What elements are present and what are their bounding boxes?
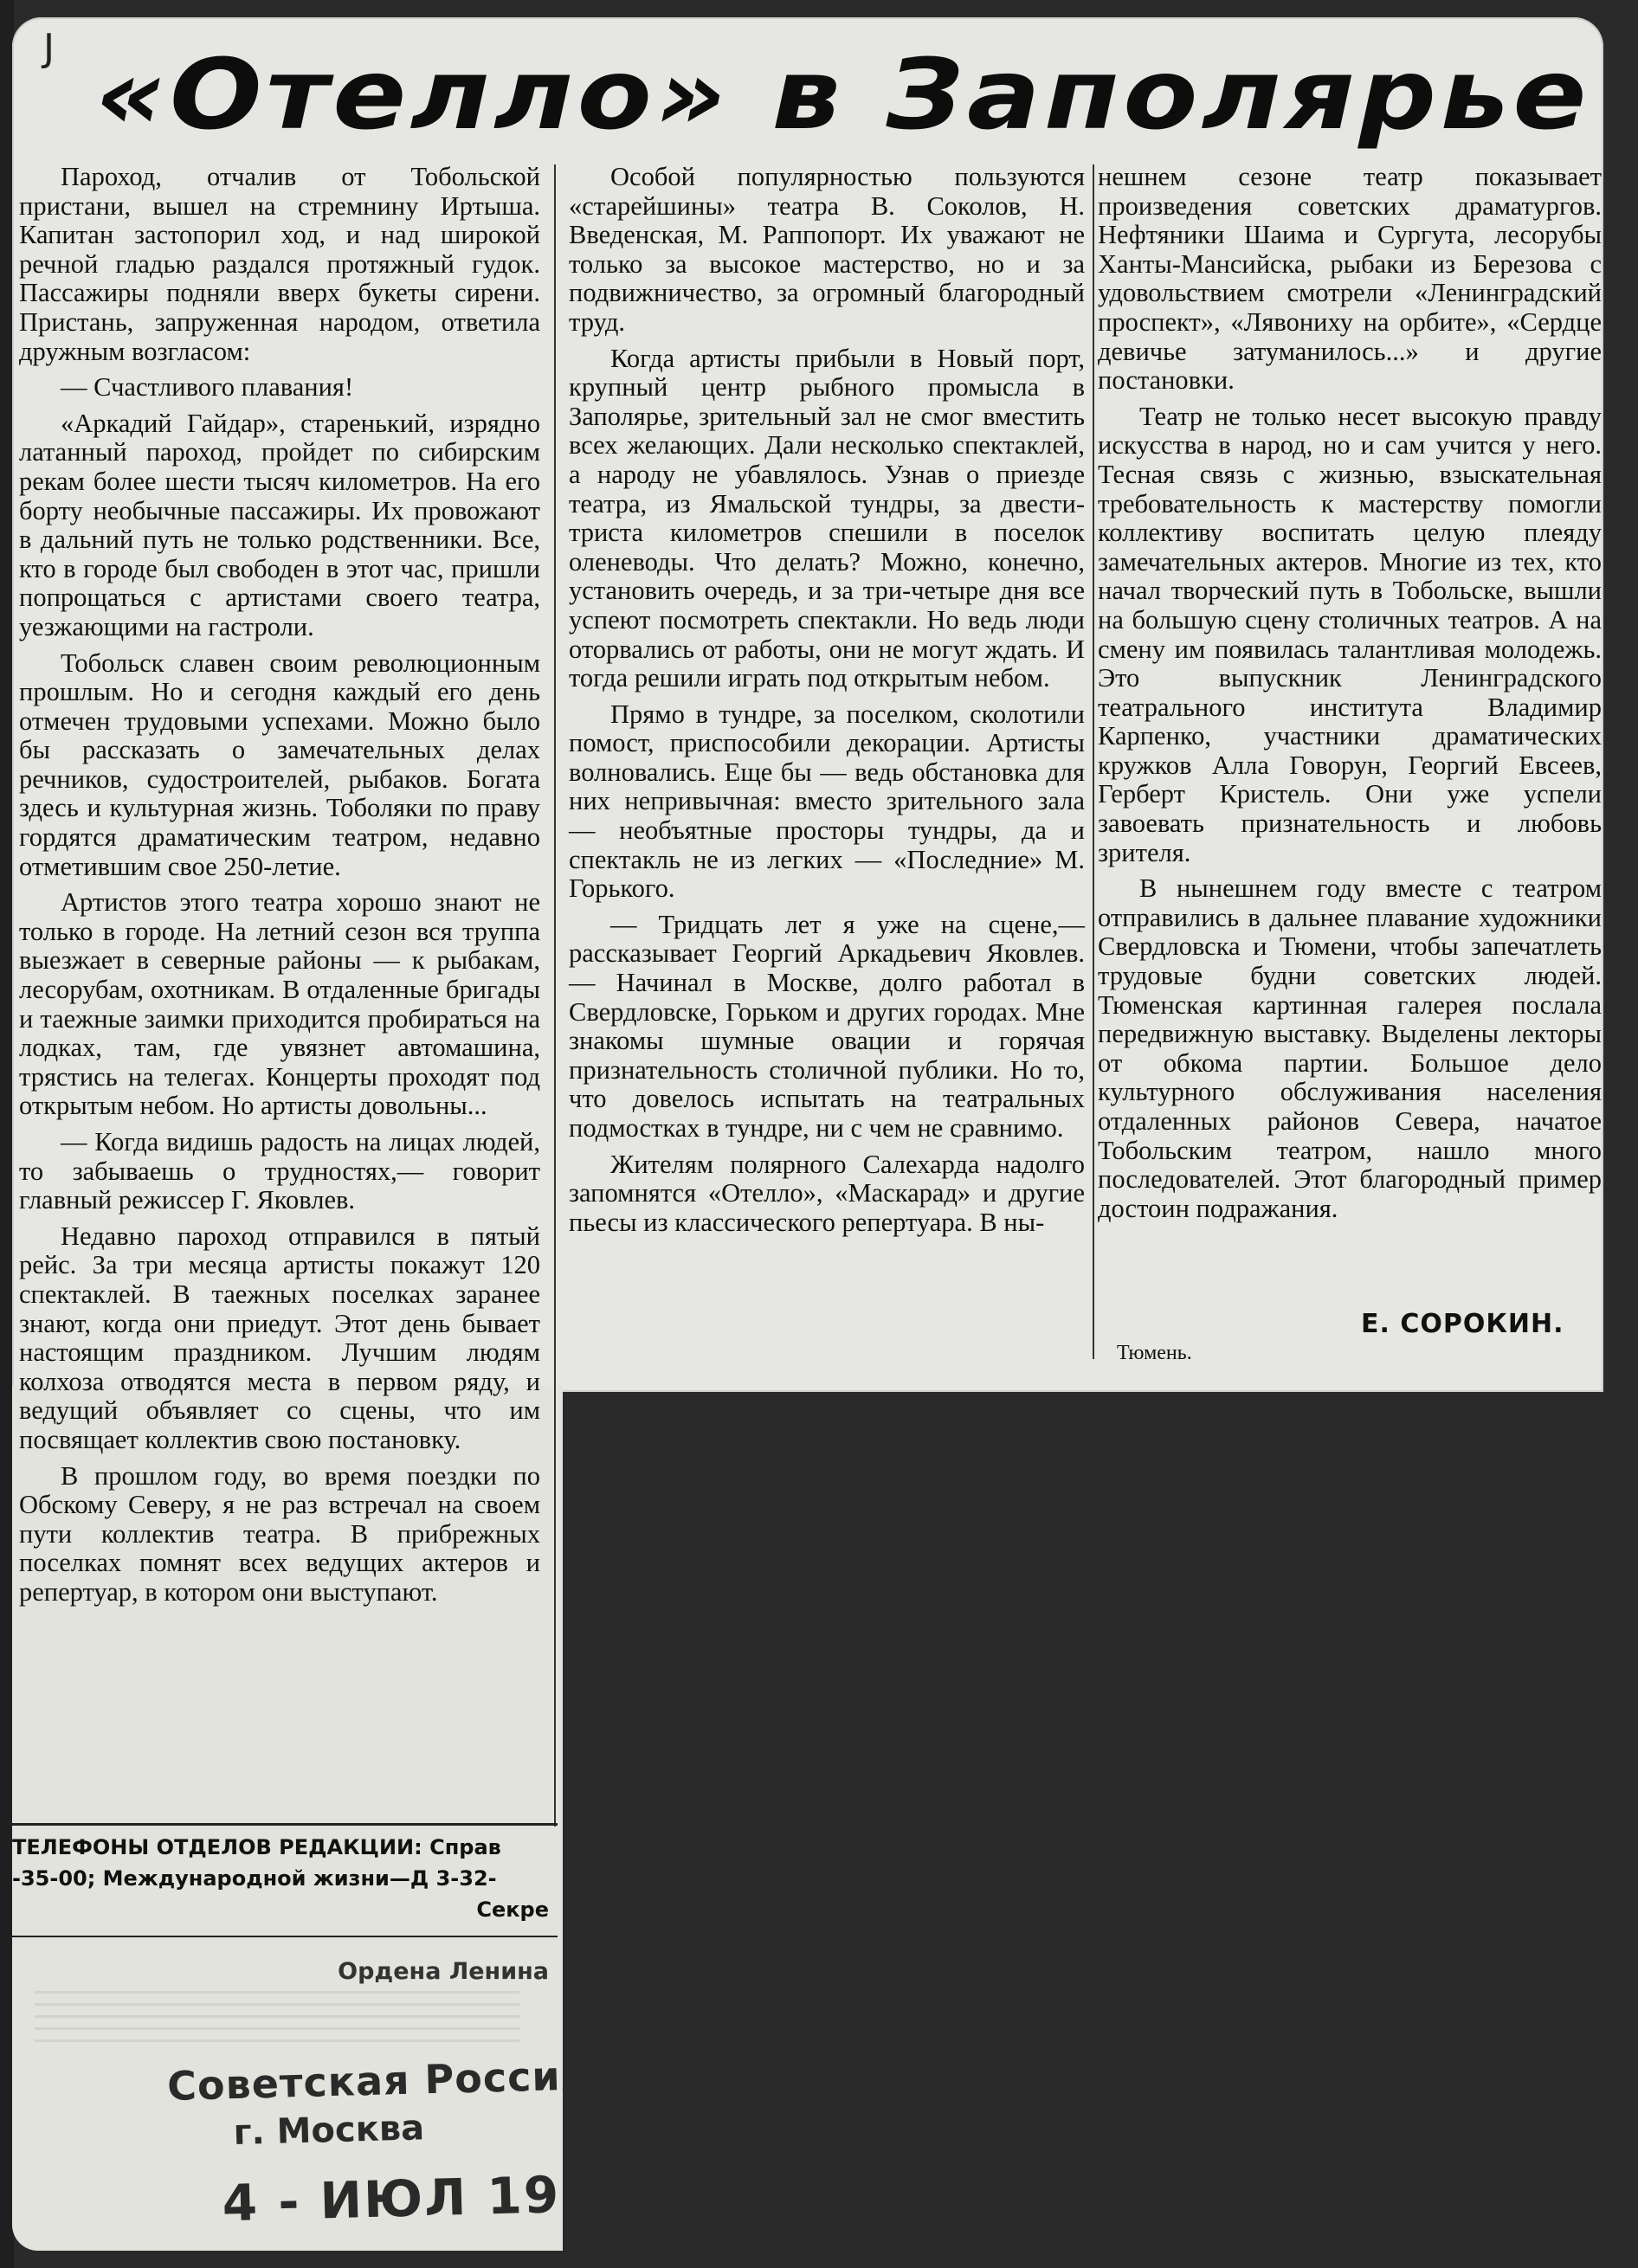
paragraph: В прошлом году, во время поездки по Обскому Северу, я не раз встречал на своем пути коллектив театра. В прибрежных поселках помнят всех ведущих актеров и репертуар, в котором они выступают. <box>19 1460 540 1607</box>
paragraph: Когда артисты прибыли в Новый порт, крупный центр рыбного промысла в Заполярье, зрительный зал не смог вместить всех желающих. Дали несколько спектаклей, а народу не убавлялось. Узнав о приезде театра, из Ямальской тундры, за двести-триста километров спешили в поселок оленеводы. Что делать? Можно, конечно, установить очередь, и за три-четыре дня все успеют посмотреть спектакли. Но ведь люди оторвались от работы, они не могут ждать. И тогда решили играть под открытым небом. <box>569 343 1085 693</box>
date-stamp <box>167 2051 635 2234</box>
phones-line: ТЕЛЕФОНЫ ОТДЕЛОВ РЕДАКЦИИ: Справ <box>12 1835 501 1859</box>
paragraph: Недавно пароход отправился в пятый рейс. За три месяца артисты покажут 120 спектаклей. В таежных поселках заранее знают, когда они приедут. Этот день бывает настоящим праздником. Лучшим людям колхоза отводятся места в первом ряду, и ведущий объявляет со сцены, что им посвящает коллектив свою постановку. <box>19 1221 540 1454</box>
paragraph: Тобольск славен своим революционным прошлым. Но и сегодня каждый его день отмечен трудовыми успехами. Можно было бы рассказать о замечательных делах речников, судостроителей, рыбаков. Богата здесь и культурная жизнь. Тоболяки по праву гордятся драматическим театром, недавно отметившим свое 250-летие. <box>19 648 540 881</box>
article-column-1 <box>19 163 540 1608</box>
article-column-3 <box>1098 163 1602 1223</box>
phones-line: -35-00; Международной жизни—Д 3-32- <box>12 1866 497 1891</box>
paragraph: — Счастливого плавания! <box>61 372 354 403</box>
dateline: Тюмень. <box>1117 1342 1192 1364</box>
corner-pencil-mark: J <box>43 26 55 70</box>
phones-line: Секре <box>476 1898 549 1922</box>
order-fragment: Ордена Ленина <box>338 1958 549 1985</box>
column-divider <box>554 1376 556 1827</box>
faded-print <box>35 1991 519 2043</box>
paragraph: — Тридцать лет я уже на сцене,— рассказывает Георгий Аркадьевич Яковлев.— Начинал в Москве, долго работал в Свердловске, Горьком и других городах. Мне знакомы шумные овации и горячая признательность столичной публики. Но то, что довелось испытать на театральных подмостках в тундре, ни с чем не сравнимо. <box>569 909 1085 1143</box>
stamp-city: г. Москва <box>233 2108 425 2154</box>
column-divider <box>1093 164 1094 1359</box>
article-column-2 <box>569 163 1085 1237</box>
paragraph: Театр не только несет высокую правду искусства в народ, но и сам учится у него. Тесная связь с жизнью, взыскательная требовательность к мастерству помогли коллективу воспитать целую плеяду замечательных актеров. Многие из тех, кто начал творческий путь в Тобольске, вышли на большую сцену столичных театров. А на смену им появилась талантливая молодежь. Это выпускник Ленинградского театрального института Владимир Карпенко, участники драматических кружков Алла Говорун, Георгий Евсеев, Герберт Кристель. Они уже успели завоевать признательность и любовь зрителя. <box>1098 401 1602 867</box>
article-headline: «Отелло» в Заполярье <box>95 39 1590 151</box>
editorial-phones <box>12 1832 549 1929</box>
paragraph: Жителям полярного Салехарда надолго запомнятся «Отелло», «Маскарад» и другие пьесы из классического репертуара. В ны- <box>569 1149 1085 1237</box>
paragraph: Особой популярностью пользуются «старейшины» театра В. Соколов, Н. Введенская, М. Раппопорт. Их уважают не только за высокое мастерство, но и за подвижничество, за огромный благородный труд. <box>569 162 1085 337</box>
paragraph: — Когда видишь радость на лицах людей, то забываешь о трудностях,— говорит главный режиссер Г. Яковлев. <box>19 1127 540 1215</box>
paragraph: Прямо в тундре, за поселком, сколотили помост, приспособили декорации. Артисты волновались. Еще бы — ведь обстановка для них непривычная: вместо зрительного зала — необъятные просторы тундры, да и спектакль не из легких — «Последние» М. Горького. <box>569 699 1085 904</box>
stamp-date: 4 - ИЮЛ 1962 <box>221 2162 635 2233</box>
footer-rule <box>12 1936 558 1937</box>
author-signature: Е. СОРОКИН. <box>1361 1309 1564 1339</box>
paragraph: В нынешнем году вместе с театром отправились в дальнее плавание художники Свердловска и Тюмени, чтобы запечатлеть трудовые будни советских людей. Тюменская картинная галерея послала передвижную выставку. Выделены лекторы от обкома партии. Большое дело культурного обслуживания населения отдаленных районов Севера, начатое Тобольским театром, нашло много последователей. Этот благородный пример достоин подражания. <box>1098 873 1602 1223</box>
paragraph: Пароход, отчалив от Тобольской пристани, вышел на стремнину Иртыша. Капитан застопорил ход, и над широкой речной гладью раздался протяжный гудок. Пассажиры подняли вверх букеты сирени. Пристань, запруженная народом, ответила дружным возгласом: <box>19 162 540 366</box>
paragraph: Артистов этого театра хорошо знают не только в городе. На летний сезон вся труппа выезжает в северные районы — к рыбакам, лесорубам, охотникам. В отдаленные бригады и таежные заимки приходится пробираться на лодках, там, где увязнет автомашина, трястись на телегах. Концерты проходят под открытым небом. Но артисты довольны... <box>19 887 540 1121</box>
stamp-newspaper: Советская Россия <box>166 2052 588 2110</box>
column-divider <box>554 164 556 1376</box>
paragraph: «Аркадий Гайдар», старенький, изрядно латанный пароход, пройдет по сибирским рекам более шести тысяч километров. На его борту необычные пассажиры. Их провожают в дальний путь не только родственники. Все, кто в городе был свободен в этот час, пришли попрощаться с артистами своего театра, уезжающими на гастроли. <box>19 408 540 641</box>
paragraph: нешнем сезоне театр показывает произведения советских драматургов. Нефтяники Шаима и Сургута, лесорубы Ханты-Мансийска, рыбаки из Березова с удовольствием смотрели «Ленинградский проспект», «Лявониху на орбите», «Сердце девичье затуманилось...» и другие постановки. <box>1098 162 1602 396</box>
footer-rule <box>12 1823 558 1826</box>
